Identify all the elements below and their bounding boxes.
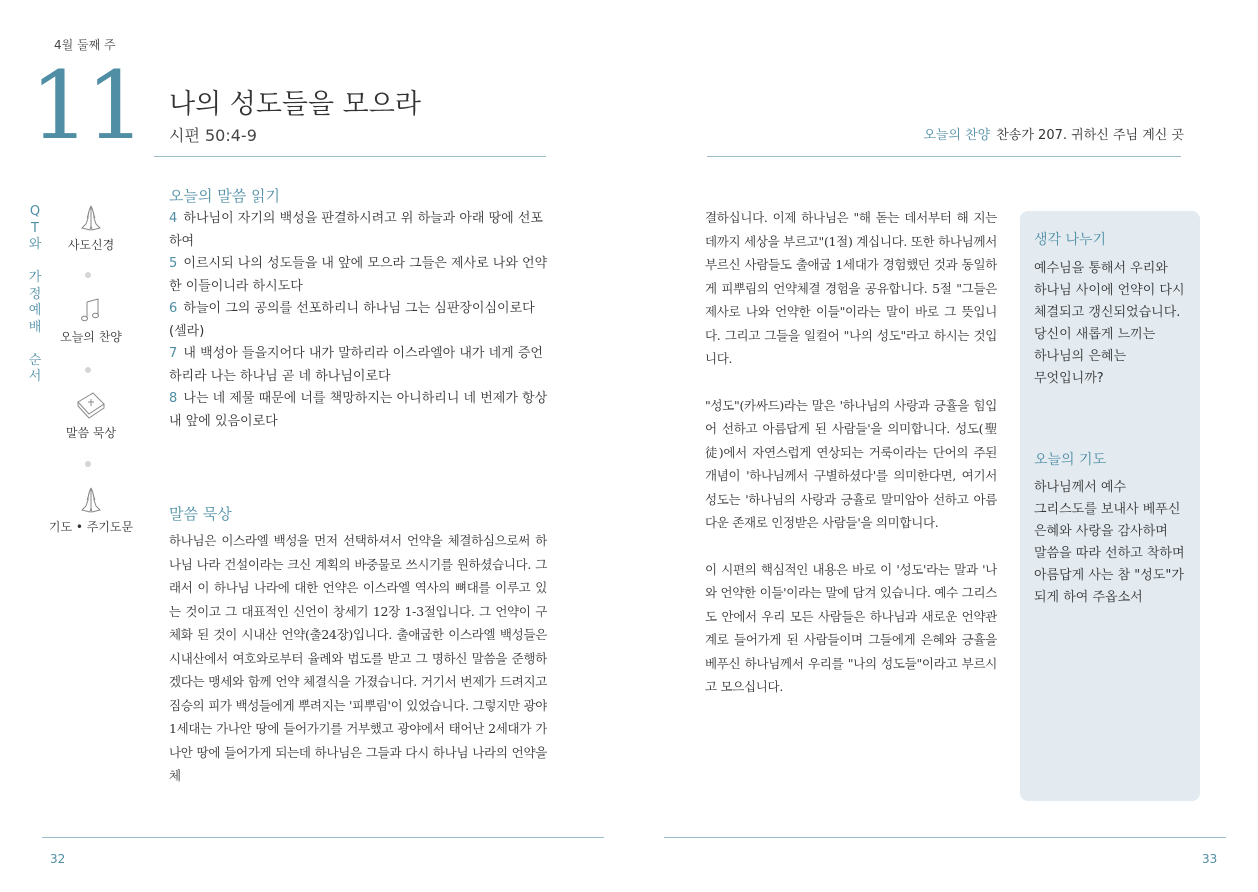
sidebar-separator-dot [85, 461, 91, 467]
sidebar-item-label: 말씀 묵상 [65, 426, 117, 440]
share-text: 예수님을 통해서 우리와 하나님 사이에 언약이 다시 체결되고 갱신되었습니다. 당신이 새롭게 느끼는 하나님의 은혜는 무엇입니까? [1034, 261, 1185, 386]
page-number-right: 33 [1202, 852, 1218, 866]
meditation-text-col2 [705, 206, 997, 766]
page-number-left: 32 [50, 852, 66, 866]
sidebar-item-prayer [48, 486, 134, 535]
verse [169, 298, 549, 343]
verse [169, 208, 549, 253]
footer-divider-left [42, 837, 604, 838]
sidebar-separator-dot [85, 272, 91, 278]
meditation-paragraph: 결하십니다. 이제 하나님은 "해 돋는 데서부터 해 지는 데까지 세상을 부르고"(1절) 계십니다. 또한 하나님께서 부르신 사람들도 출애굽 1세대가 경험했던 것과 동일하게 피뿌림의 언약체결 경험을 공유합니다. 5절 "그들은 제사로 나와 언약한 이들"이라는 말이 바로 그 뜻입니다. 그리고 그들을 일컬어 "나의 성도"라고 하시는 것입니다. [705, 210, 997, 366]
scripture-reference: 시편 50:4-9 [169, 126, 257, 145]
share-heading: 생각 나누기 [1034, 232, 1107, 248]
verse [169, 343, 549, 388]
hymn-of-the-day [923, 124, 1184, 143]
sidebar-separator-dot [85, 367, 91, 373]
reading-heading: 오늘의 말씀 읽기 [169, 187, 280, 205]
hymn-title: 찬송가 207. 귀하신 주님 계신 곳 [996, 128, 1184, 143]
prayer-heading: 오늘의 기도 [1034, 452, 1107, 468]
sidebar-item-meditation [48, 390, 134, 441]
music-note-icon [76, 296, 106, 324]
scripture-verses [169, 208, 549, 433]
meditation-paragraph: "성도"(카싸드)라는 말은 '하나님의 사랑과 긍휼을 힘입어 선하고 아름답게 된 사람들'을 의미합니다. 성도(聖徒)에서 자연스럽게 연상되는 거룩이라는 단어의 주된 개념이 '하나님께서 구별하셨다'를 의미한다면, 여기서 성도는 '하나님의 사랑과 긍휼로 말미암아 선하고 아름다운 존재로 인정받은 사람들'을 의미합니다. [705, 397, 997, 530]
meditation-paragraph: 이 시편의 핵심적인 내용은 바로 이 '성도'라는 말과 '나와 언약한 이들'이라는 말에 담겨 있습니다. 예수 그리스도 안에서 우리 모든 사람들은 하나님과 새로운 언약관계로 들어가게 된 사람들이며 그들에게 은혜와 긍휼을 베푸신 하나님께서 우리를 "나의 성도들"이라고 부르시고 모으십니다. [705, 561, 997, 694]
verse-number: 6 [169, 301, 178, 316]
meditation-heading: 말씀 묵상 [169, 505, 232, 523]
vertical-title: Q T 와 가 정 예 배 순 서 [28, 204, 42, 384]
verse [169, 253, 549, 298]
sidebar-item-todays-hymn [48, 296, 134, 345]
verse-text: 하나님이 자기의 백성을 판결하시려고 위 하늘과 아래 땅에 선포하여 [169, 211, 543, 249]
week-label: 4월 둘째 주 [54, 38, 116, 52]
bible-icon [75, 390, 107, 420]
praying-hands-icon [76, 204, 106, 232]
sidebar-item-label: 사도신경 [67, 238, 115, 252]
verse [169, 388, 549, 433]
meditation-text-col1: 하나님은 이스라엘 백성을 먼저 선택하셔서 언약을 체결하심으로써 하나님 나라 건설이라는 크신 계획의 바중물로 쓰시기를 원하셨습니다. 그래서 이 하나님 나라에 대한 언약은 이스라엘 역사의 뼈대를 이루고 있는 것이고 그 대표적인 신언이 창세기 12장 1-3절입니다. 그 언약이 구체화 된 것이 시내산 언약(출24장)입니다. 출애굽한 이스라엘 백성들은 시내산에서 여호와로부터 율례와 법도를 받고 그 명하신 말씀을 준행하겠다는 맹세와 함께 언약 체결식을 가졌습니다. 거기서 번제가 드려지고 짐승의 피가 백성들에게 뿌려지는 '피뿌림'이 있었습니다. 그렇지만 광야 1세대는 가나안 땅에 들어가기를 거부했고 광야에서 태어난 2세대가 가나안 땅에 들어가게 되는데 하나님은 그들과 다시 하나님 나라의 언약을 체 [169, 533, 547, 783]
verse-text: 내 백성아 들을지어다 내가 말하리라 이스라엘아 내가 네게 증언하리라 나는 하나님 곧 네 하나님이로다 [169, 346, 543, 384]
verse-text: 나는 네 제물 때문에 너를 책망하지는 아니하리니 네 번제가 항상 내 앞에 있음이로다 [169, 391, 548, 429]
header-divider-right [707, 156, 1181, 157]
verse-number: 4 [169, 211, 178, 226]
verse-text: 이르시되 나의 성도들을 내 앞에 모으라 그들은 제사로 나와 언약한 이들이니라 하시도다 [169, 256, 548, 294]
hymn-label: 오늘의 찬양 [923, 128, 991, 143]
verse-text: 하늘이 그의 공의를 선포하리니 하나님 그는 심판장이심이로다 (셀라) [169, 301, 535, 339]
prayer-text: 하나님께서 예수 그리스도를 보내사 베푸신 은혜와 사랑을 감사하며 말씀을 따라 선하고 착하며 아름답게 사는 참 "성도"가 되게 하여 주옵소서 [1034, 480, 1185, 605]
verse-number: 8 [169, 391, 178, 406]
verse-number: 7 [169, 346, 178, 361]
footer-divider-right [664, 837, 1226, 838]
sidebar-item-label: 기도 • 주기도문 [48, 520, 134, 534]
reflection-box [1020, 211, 1200, 801]
sidebar-item-label: 오늘의 찬양 [60, 330, 122, 344]
day-number: 11 [30, 52, 142, 161]
praying-hands-icon [76, 486, 106, 514]
page-title: 나의 성도들을 모으라 [169, 89, 421, 120]
sidebar-item-apostles-creed [48, 204, 134, 253]
verse-number: 5 [169, 256, 178, 271]
header-divider-left [154, 156, 546, 157]
